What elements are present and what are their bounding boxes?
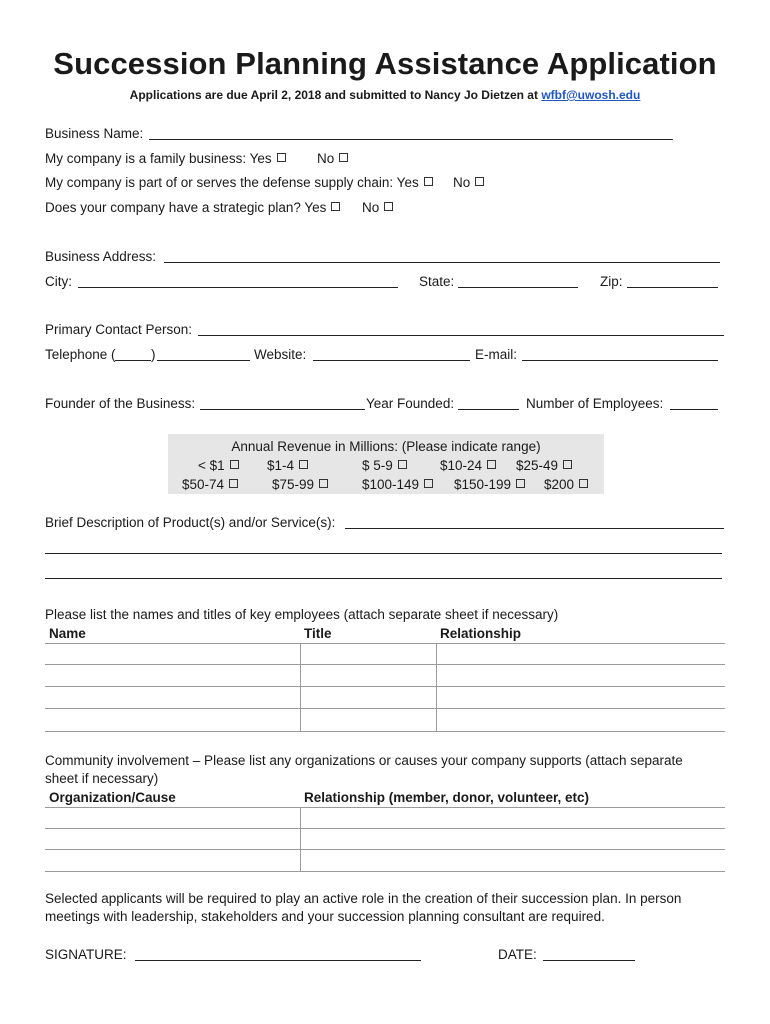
website-field[interactable] — [313, 360, 470, 361]
revenue-option-5-9 — [362, 458, 407, 473]
family-business-yes-checkbox[interactable] — [277, 153, 286, 162]
revenue-option-200 — [544, 477, 588, 492]
revenue-range-title: Annual Revenue in Millions: (Please indicate range) — [231, 439, 541, 454]
founder-field[interactable] — [200, 409, 365, 410]
strategic-plan-no-label: No — [362, 200, 380, 215]
community-table-col-divider — [300, 807, 301, 872]
revenue-option-label: $25-49 — [516, 458, 559, 473]
date-label: DATE: — [498, 947, 537, 962]
employees-table-row-rule — [45, 664, 725, 665]
family-business-no-checkbox[interactable] — [339, 153, 348, 162]
revenue-option-25-49 — [516, 458, 572, 473]
revenue-option-lt1 — [198, 458, 239, 473]
state-label: State: — [419, 274, 455, 289]
form-title: Succession Planning Assistance Application — [53, 46, 717, 81]
business-name-field[interactable] — [149, 139, 673, 140]
employees-table-row-rule — [45, 708, 725, 709]
community-col-org: Organization/Cause — [49, 790, 176, 805]
family-business-no-label: No — [317, 151, 335, 166]
signature-field[interactable] — [135, 960, 421, 961]
revenue-option-150-199 — [454, 477, 525, 492]
year-founded-label: Year Founded: — [366, 396, 455, 411]
employees-col-name: Name — [49, 626, 86, 641]
employees-table-header-rule — [45, 643, 725, 644]
revenue-option-label: $200 — [544, 477, 575, 492]
defense-supply-label: My company is part of or serves the defense supply chain: Yes — [45, 175, 419, 190]
revenue-100-149-checkbox[interactable] — [424, 479, 433, 488]
revenue-200-checkbox[interactable] — [579, 479, 588, 488]
founder-label: Founder of the Business: — [45, 396, 196, 411]
strategic-plan-no-option — [362, 200, 393, 215]
primary-contact-label: Primary Contact Person: — [45, 322, 193, 337]
employees-col-relationship: Relationship — [440, 626, 522, 641]
employees-table-row-rule — [45, 686, 725, 687]
revenue-50-74-checkbox[interactable] — [229, 479, 238, 488]
revenue-option-label: $100-149 — [362, 477, 420, 492]
requirements-note-line-1: Selected applicants will be required to play an active role in the creation of their succession plan. In person — [45, 891, 682, 906]
key-employees-intro: Please list the names and titles of key employees (attach separate sheet if necessary) — [45, 607, 559, 622]
defense-supply-no-option — [453, 175, 484, 190]
revenue-option-1-4 — [267, 458, 308, 473]
city-field[interactable] — [78, 287, 398, 288]
revenue-option-75-99 — [272, 477, 328, 492]
family-business-label: My company is a family business: Yes — [45, 151, 272, 166]
revenue-25-49-checkbox[interactable] — [563, 460, 572, 469]
description-label: Brief Description of Product(s) and/or Service(s): — [45, 515, 336, 530]
defense-supply-no-checkbox[interactable] — [475, 177, 484, 186]
defense-supply-yes-checkbox[interactable] — [424, 177, 433, 186]
state-field[interactable] — [458, 287, 578, 288]
telephone-paren-close: ) — [151, 347, 156, 362]
revenue-option-10-24 — [440, 458, 496, 473]
community-table-header-rule — [45, 807, 725, 808]
strategic-plan-yes-checkbox[interactable] — [331, 202, 340, 211]
date-field[interactable] — [543, 960, 635, 961]
employees-table-col-divider — [300, 643, 301, 732]
website-label: Website: — [254, 347, 307, 362]
employees-table-bottom-rule — [45, 731, 725, 732]
strategic-plan-no-checkbox[interactable] — [384, 202, 393, 211]
email-field[interactable] — [522, 360, 718, 361]
business-address-label: Business Address: — [45, 249, 157, 264]
strategic-plan-question — [45, 200, 340, 215]
revenue-option-label: $1-4 — [267, 458, 295, 473]
requirements-note-line-2: meetings with leadership, stakeholders and your succession planning consultant are required. — [45, 909, 605, 924]
revenue-10-24-checkbox[interactable] — [487, 460, 496, 469]
employees-table-col-divider — [436, 643, 437, 732]
description-field-line-3[interactable] — [45, 578, 722, 579]
revenue-5-9-checkbox[interactable] — [398, 460, 407, 469]
revenue-option-label: $ 5-9 — [362, 458, 393, 473]
community-table-bottom-rule — [45, 871, 725, 872]
family-business-question — [45, 151, 286, 166]
description-field-line-1[interactable] — [345, 528, 724, 529]
revenue-option-label: < $1 — [198, 458, 225, 473]
revenue-option-label: $50-74 — [182, 477, 225, 492]
employees-count-label: Number of Employees: — [526, 396, 664, 411]
email-label: E-mail: — [475, 347, 518, 362]
revenue-75-99-checkbox[interactable] — [319, 479, 328, 488]
community-intro-line-1: Community involvement – Please list any organizations or causes your company supports (attach separate — [45, 753, 683, 768]
year-founded-field[interactable] — [458, 409, 519, 410]
business-address-field[interactable] — [164, 262, 720, 263]
community-col-relationship: Relationship (member, donor, volunteer, etc) — [304, 790, 590, 805]
city-label: City: — [45, 274, 72, 289]
community-table-row-rule — [45, 849, 725, 850]
telephone-label: Telephone ( — [45, 347, 116, 362]
employees-count-field[interactable] — [670, 409, 718, 410]
strategic-plan-label: Does your company have a strategic plan? Yes — [45, 200, 327, 215]
defense-supply-question — [45, 175, 433, 190]
telephone-area-code-field[interactable] — [115, 360, 151, 361]
telephone-number-field[interactable] — [157, 360, 250, 361]
family-business-no-option — [317, 151, 348, 166]
community-table-row-rule — [45, 828, 725, 829]
signature-label: SIGNATURE: — [45, 947, 127, 962]
business-name-label: Business Name: — [45, 126, 144, 141]
revenue-option-label: $10-24 — [440, 458, 483, 473]
employees-col-title: Title — [304, 626, 332, 641]
due-date-text: Applications are due April 2, 2018 and submitted to Nancy Jo Dietzen at — [129, 88, 542, 102]
revenue-150-199-checkbox[interactable] — [516, 479, 525, 488]
submission-email-link[interactable]: wfbf@uwosh.edu — [541, 88, 641, 102]
revenue-option-label: $150-199 — [454, 477, 512, 492]
community-intro-line-2: sheet if necessary) — [45, 771, 159, 786]
due-date-note — [0, 88, 770, 102]
revenue-lt1-checkbox[interactable] — [230, 460, 239, 469]
primary-contact-field[interactable] — [198, 335, 724, 336]
revenue-1-4-checkbox[interactable] — [299, 460, 308, 469]
zip-field[interactable] — [627, 287, 718, 288]
revenue-option-label: $75-99 — [272, 477, 315, 492]
zip-label: Zip: — [600, 274, 623, 289]
revenue-option-50-74 — [182, 477, 238, 492]
revenue-option-100-149 — [362, 477, 433, 492]
defense-supply-no-label: No — [453, 175, 471, 190]
description-field-line-2[interactable] — [45, 553, 722, 554]
